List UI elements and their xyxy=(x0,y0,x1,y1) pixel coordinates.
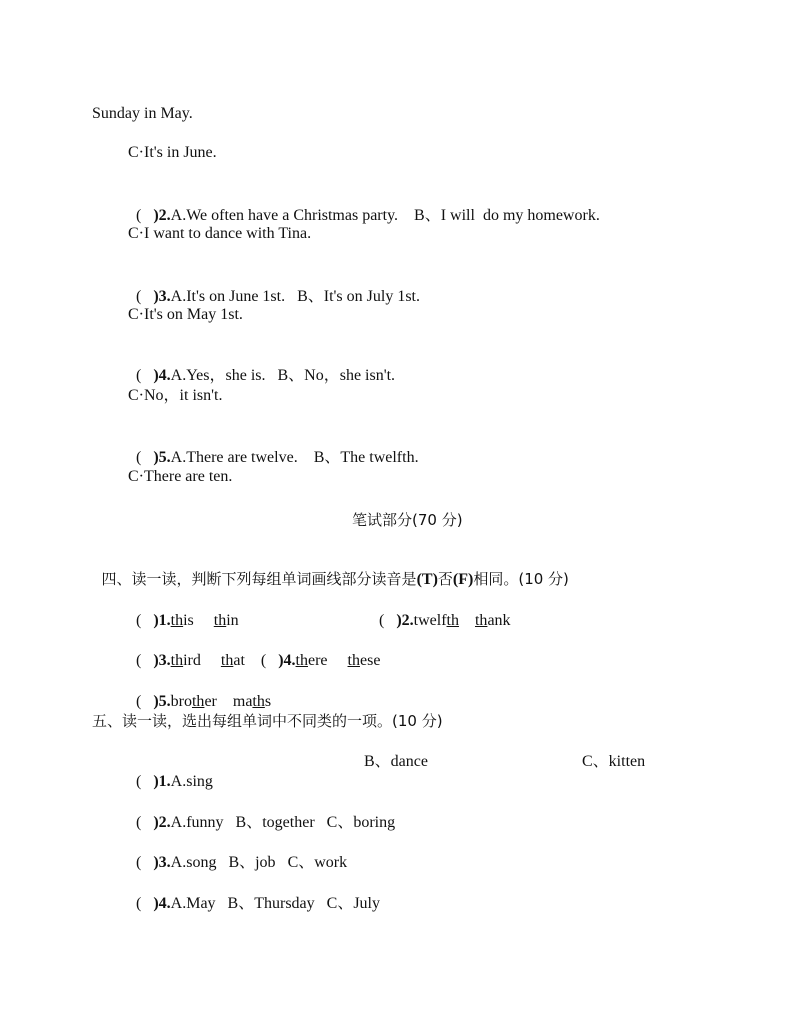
heading-text: 相同。(10 分) xyxy=(473,570,569,588)
question-number: )1. xyxy=(153,612,171,629)
word-lead: ma xyxy=(232,693,253,710)
question-number: )4. xyxy=(153,367,171,384)
false-mark: (F) xyxy=(452,571,474,588)
option-c: C、boring xyxy=(326,814,396,831)
q3-option-c: C·It's on May 1st. xyxy=(128,306,243,323)
q1-tail: Sunday in May. xyxy=(92,105,193,122)
word-1 xyxy=(296,652,328,669)
q5-option-c: C·There are ten. xyxy=(128,468,233,485)
answer-paren[interactable]: ( xyxy=(379,612,385,629)
underlined-part: th xyxy=(220,652,234,669)
underlined-part: th xyxy=(170,652,184,669)
word-rest: s xyxy=(264,693,272,710)
q4-row xyxy=(128,346,395,386)
option-a: A.We often have a Christmas party. xyxy=(170,207,399,224)
word-1 xyxy=(171,652,201,669)
question-number: )2. xyxy=(153,207,171,224)
q5-row xyxy=(128,428,419,468)
option-b: B、job xyxy=(228,854,276,871)
word-2 xyxy=(221,652,245,669)
answer-paren[interactable]: ( xyxy=(136,367,142,384)
question-number: )5. xyxy=(153,449,171,466)
s5-item-2 xyxy=(128,793,395,833)
answer-paren[interactable]: ( xyxy=(136,814,142,831)
s5-item-3 xyxy=(128,833,347,873)
option-a: A.May xyxy=(170,895,216,912)
question-number: )3. xyxy=(153,652,171,669)
answer-paren[interactable]: ( xyxy=(136,207,142,224)
underlined-part: th xyxy=(446,612,459,629)
option-a: A.There are twelve. xyxy=(170,449,298,466)
word-rest: in xyxy=(226,612,239,629)
word-rest: is xyxy=(183,612,194,629)
answer-paren[interactable]: ( xyxy=(136,773,142,790)
word-lead: bro xyxy=(170,693,192,710)
section5-heading: 五、读一读，选出每组单词中不同类的一项。(10 分) xyxy=(92,712,443,730)
underlined-part: th xyxy=(252,693,265,710)
question-number: )2. xyxy=(153,814,171,831)
underlined-part: th xyxy=(295,652,308,669)
option-a: A.It's on June 1st. xyxy=(170,288,286,305)
s5-item-1 xyxy=(128,752,213,792)
option-b: B、No，she isn't. xyxy=(277,367,396,384)
q2-row xyxy=(128,186,600,226)
s5-item-1-option-b: B、dance xyxy=(364,753,428,770)
answer-paren[interactable]: ( xyxy=(136,449,142,466)
option-b: B、The twelfth. xyxy=(313,449,419,466)
s4-item-3-4 xyxy=(128,631,380,671)
underlined-part: th xyxy=(191,693,205,710)
s4-item-2 xyxy=(371,591,511,631)
question-number: )4. xyxy=(278,652,296,669)
q2-option-c: C·I want to dance with Tina. xyxy=(128,225,312,242)
word-2 xyxy=(475,612,511,629)
option-a: A.sing xyxy=(170,773,213,790)
word-1 xyxy=(171,612,194,629)
question-number: )3. xyxy=(153,288,171,305)
underlined-part: th xyxy=(347,652,360,669)
q3-row xyxy=(128,267,420,307)
word-2 xyxy=(214,612,239,629)
option-c: C、July xyxy=(326,895,381,912)
question-number: )2. xyxy=(396,612,414,629)
section4-heading xyxy=(92,549,569,590)
word-2 xyxy=(233,693,271,710)
heading-text: 四、读一读，判断下列每组单词画线部分读音是 xyxy=(101,570,417,588)
word-lead: twelf xyxy=(413,612,447,629)
question-number: )3. xyxy=(153,854,171,871)
word-rest: ird xyxy=(183,652,201,669)
answer-paren[interactable]: ( xyxy=(136,288,142,305)
s4-item-1 xyxy=(128,591,239,631)
q1-option-c: C·It's in June. xyxy=(128,144,217,161)
written-section-title: 笔试部分(70 分) xyxy=(352,511,463,529)
s4-item-5 xyxy=(128,672,271,712)
question-number: )1. xyxy=(153,773,171,790)
word-rest: ese xyxy=(359,652,381,669)
option-a: A.Yes，she is. xyxy=(170,367,266,384)
word-rest: ere xyxy=(308,652,328,669)
answer-paren[interactable]: ( xyxy=(136,693,142,710)
answer-paren[interactable]: ( xyxy=(136,854,142,871)
word-1 xyxy=(171,693,217,710)
question-number: )4. xyxy=(153,895,171,912)
question-number: )5. xyxy=(153,693,171,710)
word-rest: at xyxy=(233,652,245,669)
word-1 xyxy=(414,612,459,629)
answer-paren[interactable]: ( xyxy=(260,652,267,669)
option-b: B、Thursday xyxy=(227,895,315,912)
word-rest: ank xyxy=(487,612,511,629)
answer-paren[interactable]: ( xyxy=(136,612,142,629)
option-b: B、together xyxy=(235,814,315,831)
word-rest: er xyxy=(204,693,217,710)
option-a: A.song xyxy=(170,854,217,871)
underlined-part: th xyxy=(213,612,227,629)
s5-item-1-option-c: C、kitten xyxy=(582,753,646,770)
option-b: B、It's on July 1st. xyxy=(297,288,420,305)
underlined-part: th xyxy=(474,612,488,629)
option-b: B、I will do my homework. xyxy=(414,207,600,224)
s5-item-4 xyxy=(128,874,380,914)
q4-option-c: C·No，it isn't. xyxy=(128,387,223,404)
true-mark: (T) xyxy=(416,571,438,588)
answer-paren[interactable]: ( xyxy=(136,895,142,912)
heading-text: 否 xyxy=(437,570,453,588)
word-2 xyxy=(348,652,381,669)
option-c: C、work xyxy=(287,854,348,871)
underlined-part: th xyxy=(170,612,184,629)
answer-paren[interactable]: ( xyxy=(136,652,142,669)
option-a: A.funny xyxy=(170,814,224,831)
